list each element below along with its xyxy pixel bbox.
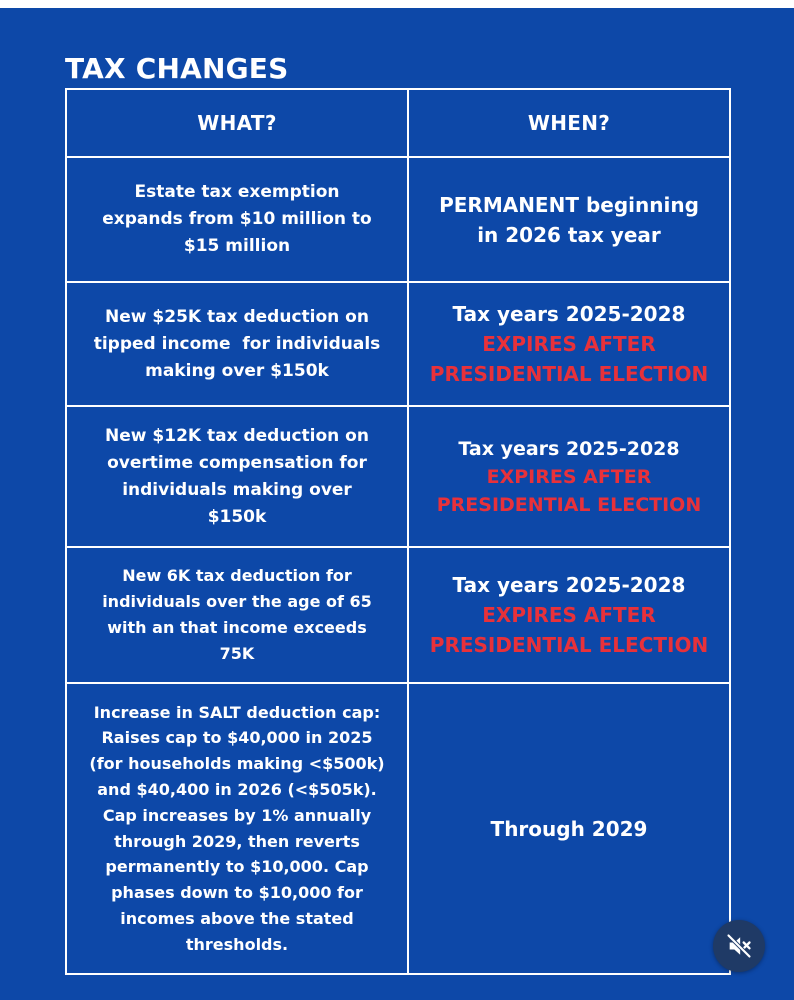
when-cell	[408, 406, 730, 547]
table-row	[66, 282, 730, 406]
unmute-button[interactable]	[713, 920, 765, 972]
page-title: TAX CHANGES	[65, 52, 289, 85]
what-cell	[66, 406, 408, 547]
what-line: individuals over the age of 65	[102, 592, 372, 611]
table-row	[66, 547, 730, 683]
expires-note: EXPIRES AFTER PRESIDENTIAL ELECTION	[436, 465, 702, 516]
what-line: Estate tax exemption	[134, 182, 340, 202]
top-strip	[0, 0, 794, 8]
what-line: Cap increases by 1% annually	[102, 805, 372, 825]
table-row	[66, 683, 730, 974]
what-cell	[66, 683, 408, 974]
what-line: New $25K tax deduction on	[105, 306, 369, 327]
what-cell	[66, 157, 408, 282]
what-line: overtime compensation for	[107, 452, 367, 473]
when-text: Tax years 2025-2028	[452, 302, 686, 326]
what-line: individuals making over	[122, 479, 352, 500]
column-header-what: WHAT?	[66, 89, 408, 157]
what-line: permanently to $10,000. Cap	[105, 857, 369, 877]
what-cell	[66, 282, 408, 406]
what-line: 75K	[219, 644, 255, 663]
what-line: thresholds.	[185, 934, 289, 954]
table-row	[66, 157, 730, 282]
when-text: PERMANENT beginning in 2026 tax year	[439, 192, 699, 247]
tax-changes-table	[65, 88, 731, 975]
what-line: New 6K tax deduction for	[122, 566, 352, 585]
what-line: tipped income for individuals	[93, 333, 381, 354]
what-line: incomes above the stated	[120, 908, 354, 928]
when-cell	[408, 157, 730, 282]
column-header-when: WHEN?	[408, 89, 730, 157]
when-text: Through 2029	[490, 816, 648, 841]
when-cell	[408, 282, 730, 406]
what-line: Raises cap to $40,000 in 2025	[101, 728, 373, 748]
what-line: $150k	[207, 506, 267, 527]
expires-note: EXPIRES AFTER PRESIDENTIAL ELECTION	[429, 332, 709, 386]
what-line: New $12K tax deduction on	[105, 425, 369, 446]
what-line: phases down to $10,000 for	[111, 883, 363, 903]
when-text: Tax years 2025-2028	[458, 437, 680, 460]
what-line: Increase in SALT deduction cap:	[93, 702, 381, 722]
what-line: expands from $10 million to	[102, 209, 372, 229]
table-row	[66, 406, 730, 547]
when-cell	[408, 683, 730, 974]
table-header-row	[66, 89, 730, 157]
speaker-muted-icon	[725, 932, 753, 960]
what-line: through 2029, then reverts	[114, 831, 360, 851]
what-line: and $40,400 in 2026 (<$505k).	[97, 779, 377, 799]
expires-note: EXPIRES AFTER PRESIDENTIAL ELECTION	[429, 603, 709, 657]
what-cell	[66, 547, 408, 683]
what-line: (for households making <$500k)	[89, 754, 385, 774]
when-text: Tax years 2025-2028	[452, 573, 686, 597]
what-line: with an that income exceeds	[107, 618, 367, 637]
what-line: making over $150k	[145, 360, 329, 381]
when-cell	[408, 547, 730, 683]
what-line: $15 million	[183, 236, 291, 256]
